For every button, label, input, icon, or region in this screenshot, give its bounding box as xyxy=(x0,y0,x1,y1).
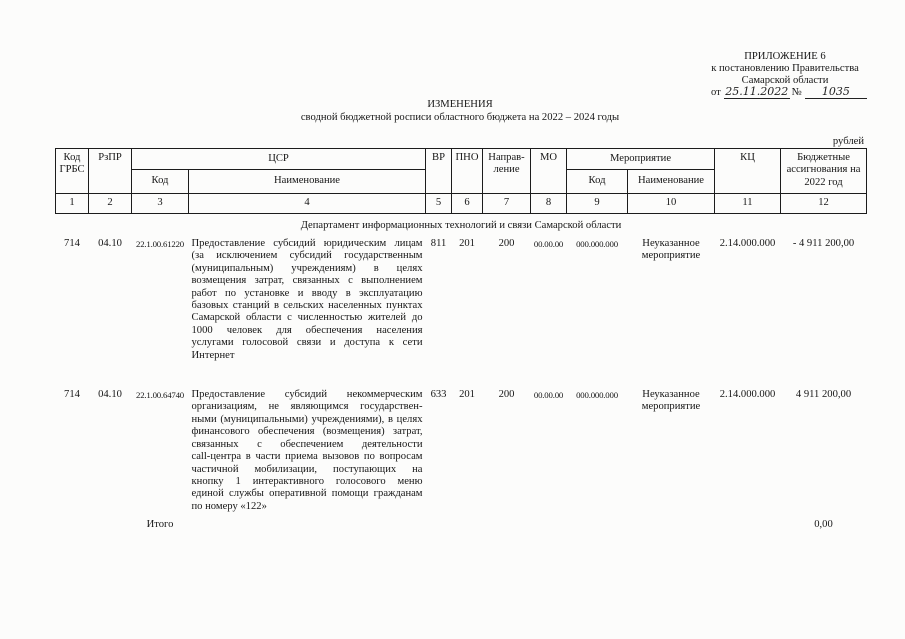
row-mo: 00.00.00 xyxy=(533,390,564,401)
header-csr: ЦСР xyxy=(132,149,426,170)
header-kc: КЦ xyxy=(715,149,781,194)
row-amount: - 4 911 200,00 xyxy=(792,238,855,249)
csr-name-line: Предоставление субсидий юридическим лицам xyxy=(191,238,423,249)
column-number: 5 xyxy=(426,194,452,214)
row-grbs-code: 714 xyxy=(64,238,80,249)
header-event: Мероприятие xyxy=(567,149,715,170)
total-row xyxy=(56,519,867,531)
column-number: 7 xyxy=(483,194,531,214)
column-number: 9 xyxy=(567,194,628,214)
column-number: 3 xyxy=(132,194,189,214)
number-sign: № xyxy=(791,87,802,98)
column-number: 11 xyxy=(715,194,781,214)
row-vr: 633 xyxy=(430,389,447,401)
row-grbs-code: 714 xyxy=(64,389,80,401)
resolution-label: к постановлению Правительства xyxy=(711,63,859,74)
row-direction: 200 xyxy=(498,389,515,401)
row-event-name: Неуказанное мероприятие xyxy=(641,389,701,413)
row-pno: 201 xyxy=(459,389,475,401)
column-number: 2 xyxy=(89,194,132,214)
column-number: 4 xyxy=(189,194,426,214)
csr-name-line: работ по установке и вводу в эксплуатацию xyxy=(191,287,423,299)
department-heading: Департамент информационных технологий и связи Самарской области xyxy=(300,220,622,231)
header-csr-code: Код xyxy=(132,170,189,194)
row-csr-name xyxy=(189,238,426,389)
header-mo: МО xyxy=(531,149,567,194)
row-csr-code: 22.1.00.64740 xyxy=(136,390,184,401)
csr-name-line: по номеру «122» xyxy=(191,500,267,512)
row-csr-code: 22.1.00.61220 xyxy=(136,239,184,249)
header-pno: ПНО xyxy=(452,149,483,194)
total-label: Итого xyxy=(146,519,174,531)
date-prefix: от xyxy=(711,87,721,98)
title-subheading: сводной бюджетной росписи областного бюджета на 2022 – 2024 годы xyxy=(300,112,620,123)
header-rzpr: РзПР xyxy=(89,149,132,194)
units-label: рублей xyxy=(832,136,864,147)
total-amount: 0,00 xyxy=(814,519,833,531)
row-mo: 00.00.00 xyxy=(533,239,564,249)
row-amount: 4 911 200,00 xyxy=(795,389,852,401)
document-title xyxy=(210,98,710,124)
csr-name-line: услугами голосовой связи и доступа к сети xyxy=(191,337,423,349)
row-rzpr: 04.10 xyxy=(98,389,122,401)
header-event-code: Код xyxy=(567,170,628,194)
table-row xyxy=(56,238,867,389)
header-direction: Направ-ление xyxy=(483,149,531,194)
region-label: Самарской области xyxy=(741,75,829,86)
column-number: 10 xyxy=(628,194,715,214)
header-vr: ВР xyxy=(426,149,452,194)
csr-name-line: финансового обеспечения (возмещения) затрат, xyxy=(191,426,423,438)
header-event-name: Наименование xyxy=(628,170,715,194)
header-csr-name: Наименование xyxy=(189,170,426,194)
csr-name-line: Предоставление субсидий некоммерческим xyxy=(191,389,423,401)
budget-changes-table xyxy=(55,148,867,532)
csr-name-line: кнопку 1 интерактивного голосового меню xyxy=(191,475,423,487)
row-kc: 2.14.000.000 xyxy=(719,238,776,249)
resolution-number: 1035 xyxy=(805,85,867,99)
row-pno: 201 xyxy=(459,238,475,249)
row-csr-name xyxy=(189,389,426,519)
csr-name-line: (за исключением субсидий государственным xyxy=(191,250,423,262)
csr-name-line: частичной мобилизации, поступающих на xyxy=(191,463,423,475)
column-number: 6 xyxy=(452,194,483,214)
row-vr: 811 xyxy=(430,238,447,249)
csr-name-line: единой службы оперативной помощи гражданам xyxy=(191,488,423,500)
approval-block xyxy=(700,51,870,87)
csr-name-line: (муниципальным) учреждениям) в целях xyxy=(191,262,423,274)
csr-name-line: call-центра в части приема вызовов по вопросам xyxy=(191,451,423,463)
row-event-code: 000.000.000 xyxy=(576,390,618,401)
column-number: 12 xyxy=(781,194,867,214)
row-event-name: Неуказанное мероприятие xyxy=(641,238,701,262)
csr-name-line: ными (муниципальными) учреждениями), в целях xyxy=(191,413,423,425)
csr-name-line: базовых станций в сельских населенных пунктах xyxy=(191,300,423,312)
title-heading: ИЗМЕНЕНИЯ xyxy=(427,99,493,110)
row-rzpr: 04.10 xyxy=(98,238,122,249)
header-grbs-code: Код ГРБС xyxy=(56,149,89,194)
column-number: 1 xyxy=(56,194,89,214)
appendix-label: ПРИЛОЖЕНИЕ 6 xyxy=(744,51,826,62)
csr-name-line: Интернет xyxy=(191,349,235,361)
table-row xyxy=(56,389,867,519)
csr-name-line: Самарской области с численностью жителей до xyxy=(191,312,423,324)
column-number: 8 xyxy=(531,194,567,214)
csr-name-line: организациям, не являющимся государствен- xyxy=(191,401,423,413)
resolution-date-number xyxy=(711,85,867,99)
row-kc: 2.14.000.000 xyxy=(719,389,776,401)
csr-name-line: возмещения затрат, связанных с выполнением xyxy=(191,275,423,287)
resolution-date: 25.11.2022 xyxy=(725,85,789,98)
csr-name-line: связанных с обеспечением деятельности xyxy=(191,438,423,450)
header-amount: Бюджетные ассигнования на 2022 год xyxy=(781,149,867,194)
csr-name-line: 1000 человек для обеспечения населения xyxy=(191,324,423,336)
row-event-code: 000.000.000 xyxy=(576,239,618,249)
row-direction: 200 xyxy=(498,238,515,249)
